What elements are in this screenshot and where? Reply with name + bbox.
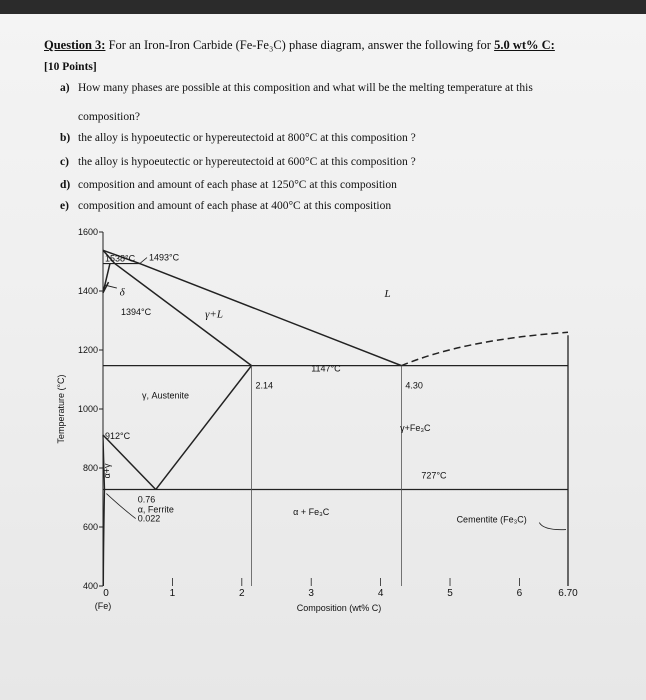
- leader-0022: [106, 494, 135, 519]
- label-1147: 1147°C: [311, 363, 341, 374]
- question-number: Question 3:: [44, 38, 106, 52]
- x-tick-label: 2: [239, 588, 245, 599]
- label-214: 2.14: [255, 380, 274, 391]
- y-tick-label: 400: [82, 581, 98, 591]
- item-text: the alloy is hypoeutectic or hypereutectoid at 600°C at this composition ?: [78, 156, 416, 168]
- x-tick-label: 6: [516, 588, 523, 599]
- label-0022: 0.022: [137, 513, 161, 524]
- label-912: 912°C: [105, 430, 131, 441]
- label-430: 4.30: [405, 380, 423, 391]
- y-tick-label: 600: [82, 522, 98, 532]
- x-tick-label: 6.70: [558, 588, 578, 599]
- x-axis-label: Composition (wt% C): [296, 603, 382, 613]
- region-alpha-fe3c: α + Fe₃C: [293, 507, 330, 518]
- label-1493: 1493°C: [149, 252, 180, 263]
- chart-curves: [103, 250, 568, 586]
- leader-cementite: [539, 523, 566, 530]
- x-tick-label: 0: [103, 588, 109, 599]
- item-label: c): [60, 156, 69, 168]
- region-gamma-fe3c: γ+Fe₃C: [400, 423, 431, 434]
- x-tick-label: 5: [447, 588, 453, 599]
- x-tick-label: 3: [308, 588, 314, 599]
- y-tick-label: 1600: [77, 227, 98, 237]
- item-text: composition and amount of each phase at 1250°C at this composition: [78, 179, 397, 191]
- y-tick-label: 1200: [77, 345, 98, 355]
- liquidus-dashed-line: [401, 332, 568, 365]
- x-tick-label: 4: [377, 588, 384, 599]
- item-text: the alloy is hypoeutectic or hypereutectoid at 800°C at this composition ?: [78, 132, 416, 144]
- delta-gamma-boundary: [103, 264, 110, 293]
- region-alpha-gamma: α+γ: [101, 463, 112, 479]
- question-prompt: For an Iron-Iron Carbide (Fe-Fe₃C) phase diagram, answer the following for: [108, 38, 491, 52]
- chart-axes: [56, 227, 578, 613]
- item-label: b): [60, 132, 71, 144]
- x-origin-note: (Fe): [94, 601, 112, 611]
- item-text: How many phases are possible at this composition and what will be the melting temperature at this: [78, 82, 533, 94]
- y-axis-label: Temperature (°C): [56, 374, 66, 444]
- item-label: e): [60, 200, 69, 212]
- leader-1493: [140, 258, 147, 264]
- x-tick-label: 1: [169, 588, 176, 599]
- a3-line: [103, 435, 156, 490]
- region-ferrite: α, Ferrite: [137, 504, 174, 515]
- region-liquid: L: [384, 287, 391, 300]
- region-gamma-liquid: γ+L: [205, 308, 223, 321]
- y-tick-label: 1000: [77, 404, 98, 414]
- item-text: composition and amount of each phase at 400°C at this composition: [78, 200, 392, 212]
- label-1538: 1538°C: [105, 253, 136, 264]
- label-727: 727°C: [421, 470, 447, 481]
- item-label: a): [60, 82, 70, 94]
- item-text: composition?: [78, 111, 140, 123]
- region-cementite: Cementite (Fe₃C): [456, 514, 527, 525]
- region-delta: δ: [119, 286, 125, 299]
- label-076: 0.76: [137, 494, 156, 505]
- question-points: [10 Points]: [44, 61, 97, 73]
- region-austenite: γ, Austenite: [141, 390, 189, 401]
- acm-line: [156, 366, 252, 490]
- item-label: d): [60, 179, 71, 191]
- label-1394: 1394°C: [121, 306, 152, 317]
- question-composition: 5.0 wt% C:: [494, 38, 555, 52]
- y-tick-label: 800: [82, 463, 98, 473]
- chart-labels: [102, 253, 566, 530]
- y-tick-label: 1400: [77, 286, 98, 296]
